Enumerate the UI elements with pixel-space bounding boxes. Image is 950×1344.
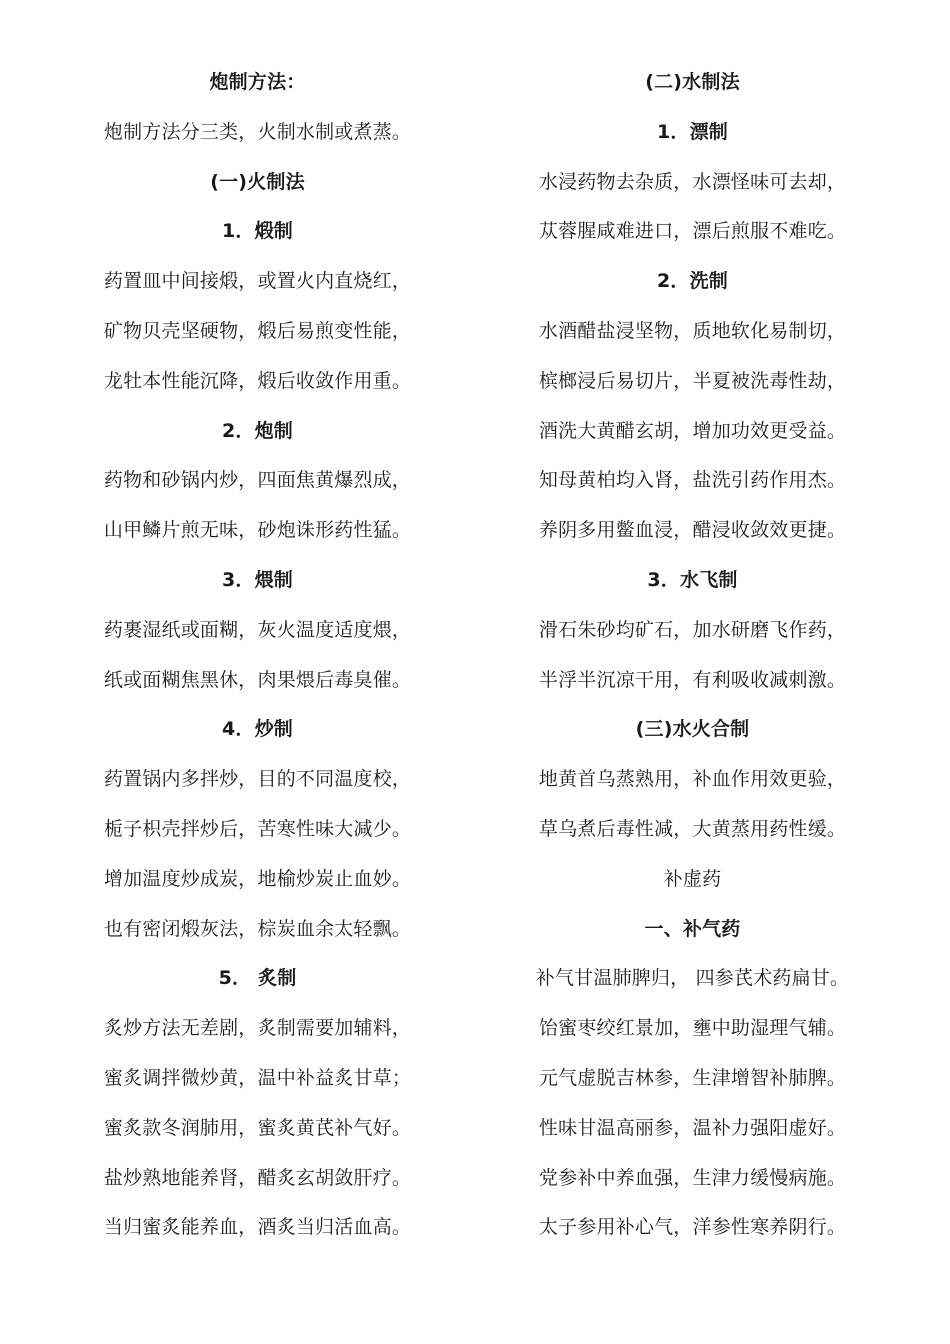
verse-line: 增加温度炒成炭，地榆炒炭止血妙。: [103, 867, 412, 890]
verse-line: 太子参用补心气，洋参性寒养阴行。: [538, 1216, 847, 1239]
verse-line: 矿物贝壳坚硬物，煅后易煎变性能，: [103, 319, 412, 342]
verse-line: 当归蜜炙能养血，酒炙当归活血高。: [103, 1216, 412, 1239]
section-heading: 炮制方法：: [209, 71, 306, 93]
verse-line: 炮制方法分三类，火制水制或煮蒸。: [103, 120, 412, 143]
verse-line: 药物和砂锅内炒，四面焦黄爆烈成，: [103, 469, 412, 492]
right-column: [505, 58, 880, 1253]
section-heading: (二)水制法: [645, 71, 740, 93]
section-heading: 1．煅制: [221, 220, 294, 243]
verse-line: 药置皿中间接煅，或置火内直烧红，: [103, 270, 412, 293]
section-heading: 3．煨制: [221, 568, 294, 591]
verse-line: 元气虚脱吉林参，生津增智补肺脾。: [538, 1066, 847, 1089]
verse-line: 水酒醋盐浸坚物，质地软化易制切，: [538, 319, 847, 342]
verse-line: 药置锅内多拌炒，目的不同温度校，: [103, 768, 412, 791]
verse-line: 蜜炙调拌微炒黄，温中补益炙甘草；: [103, 1066, 412, 1089]
verse-line: 蜜炙款冬润肺用，蜜炙黄芪补气好。: [103, 1116, 412, 1139]
section-heading: 4．炒制: [221, 718, 294, 741]
verse-line: 栀子枳壳拌炒后，苦寒性味大减少。: [103, 817, 412, 840]
section-heading: 一、补气药: [644, 917, 741, 940]
verse-line: 知母黄柏均入肾，盐洗引药作用杰。: [538, 469, 847, 492]
verse-line: 草乌煮后毒性减，大黄蒸用药性缓。: [538, 817, 847, 840]
verse-line: 半浮半沉凉干用，有利吸收减刺激。: [538, 668, 847, 691]
section-heading: (一)火制法: [210, 170, 305, 193]
verse-line: 也有密闭煅灰法，棕炭血余太轻飘。: [103, 917, 412, 940]
verse-line: 补气甘温肺脾归， 四参芪术药扁甘。: [535, 967, 850, 990]
section-heading: 2．炮制: [221, 419, 294, 442]
verse-line: 药裹湿纸或面糊，灰火温度适度煨，: [103, 618, 412, 641]
verse-line: 党参补中养血强，生津力缓慢病施。: [538, 1166, 847, 1189]
verse-line: 龙牡本性能沉降，煅后收敛作用重。: [103, 369, 412, 392]
verse-line: 滑石朱砂均矿石，加水研磨飞作药，: [538, 618, 847, 641]
verse-line: 性味甘温高丽参，温补力强阳虚好。: [538, 1116, 847, 1139]
verse-line: 炙炒方法无差剧，炙制需要加辅料，: [103, 1017, 412, 1040]
verse-line: 养阴多用鳖血浸，醋浸收敛效更捷。: [538, 519, 847, 542]
verse-line: 苁蓉腥咸难进口，漂后煎服不难吃。: [538, 220, 847, 243]
section-heading: 3．水飞制: [647, 568, 738, 591]
section-heading: (三)水火合制: [635, 718, 750, 741]
section-heading: 2．洗制: [656, 270, 729, 293]
verse-line: 酒洗大黄醋玄胡，增加功效更受益。: [538, 419, 847, 442]
section-heading: 5． 炙制: [218, 967, 297, 990]
verse-line: 山甲鳞片煎无味，砂炮诛形药性猛。: [103, 519, 412, 542]
left-column: [70, 58, 445, 1253]
verse-line: 补虚药: [663, 867, 722, 890]
verse-line: 盐炒熟地能养肾，醋炙玄胡敛肝疗。: [103, 1166, 412, 1189]
verse-line: 饴蜜枣绞红景加，壅中助湿理气辅。: [538, 1017, 847, 1040]
verse-line: 纸或面糊焦黑休，肉果煨后毒臭催。: [103, 668, 412, 691]
verse-line: 水浸药物去杂质，水漂怪味可去却，: [538, 170, 847, 193]
section-heading: 1．漂制: [656, 120, 729, 143]
verse-line: 地黄首乌蒸熟用，补血作用效更验，: [538, 768, 847, 791]
verse-line: 槟榔浸后易切片，半夏被洗毒性劫，: [538, 369, 847, 392]
